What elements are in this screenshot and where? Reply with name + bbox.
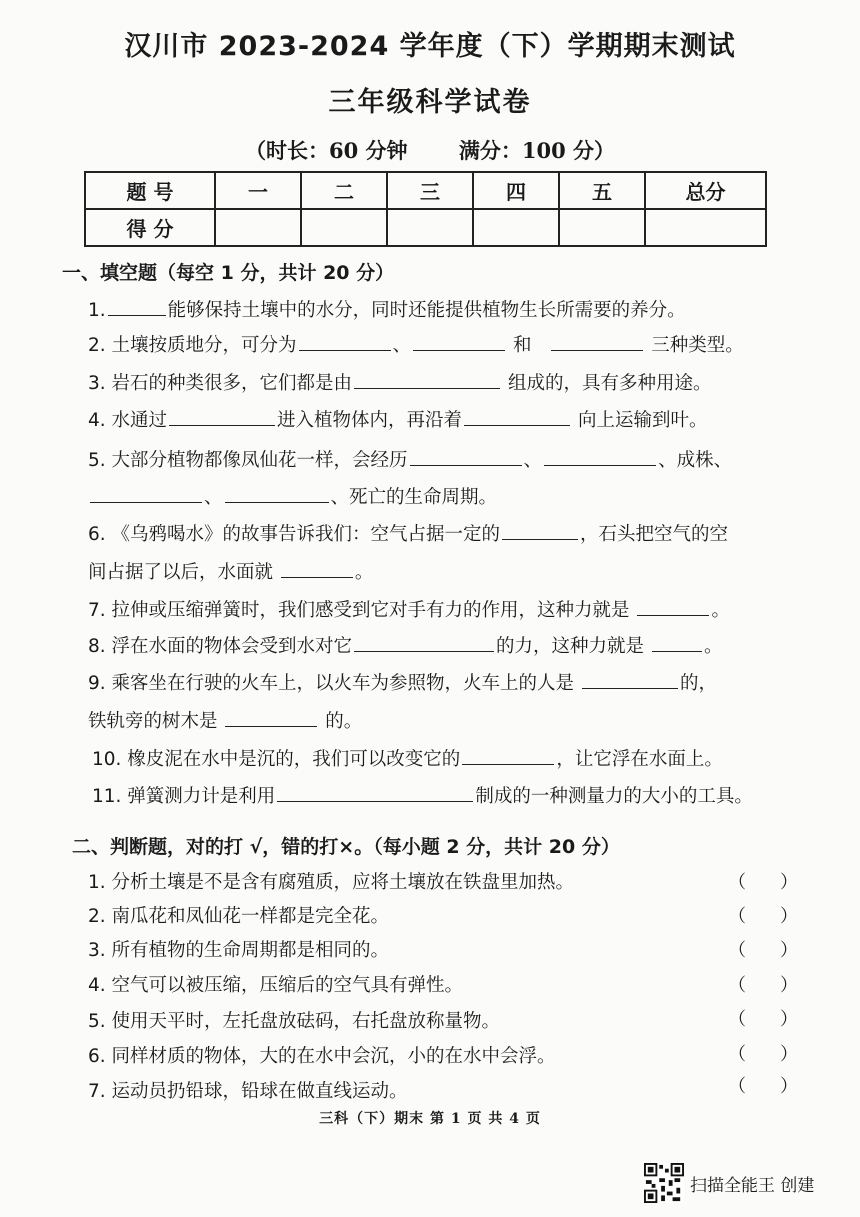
judge-answer-3[interactable]: （ ） xyxy=(728,940,798,961)
score-input-1[interactable] xyxy=(215,209,301,246)
cell-part-1: 一 xyxy=(215,172,301,209)
duration-label: （时长：60 分钟 xyxy=(244,138,408,163)
judge-item-7: 7. 运动员扔铅球，铅球在做直线运动。 xyxy=(88,1081,408,1102)
answer-blank[interactable] xyxy=(281,559,353,578)
answer-blank[interactable] xyxy=(354,370,500,389)
question-11: 11. 弹簧测力计是利用 制成的一种测量力的大小的工具。 xyxy=(92,782,753,808)
answer-blank[interactable] xyxy=(413,332,505,351)
answer-blank[interactable] xyxy=(464,407,570,426)
exam-title: 汉川市 2023-2024 学年度（下）学期期末测试 xyxy=(124,31,736,62)
question-9-line1: 9. 乘客坐在行驶的火车上，以火车为参照物，火车上的人是 的， xyxy=(88,669,717,695)
cell-part-2: 二 xyxy=(301,172,387,209)
question-1: 1. 能够保持土壤中的水分，同时还能提供植物生长所需要的养分。 xyxy=(88,296,686,322)
judge-item-5: 5. 使用天平时，左托盘放砝码，右托盘放称量物。 xyxy=(88,1011,501,1032)
answer-blank[interactable] xyxy=(652,633,702,652)
question-2: 2. 土壤按质地分，可分为 、 和 三种类型。 xyxy=(88,331,744,357)
answer-blank[interactable] xyxy=(462,746,554,765)
answer-blank[interactable] xyxy=(502,521,578,540)
score-table-header-row xyxy=(85,172,766,209)
scanner-watermark-text: 扫描全能王 创建 xyxy=(690,1175,815,1196)
answer-blank[interactable] xyxy=(582,670,678,689)
score-input-5[interactable] xyxy=(559,209,645,246)
answer-blank[interactable] xyxy=(90,484,202,503)
question-3: 3. 岩石的种类很多，它们都是由 组成的，具有多种用途。 xyxy=(88,369,711,395)
exam-meta xyxy=(0,135,860,165)
cell-total: 总分 xyxy=(645,172,766,209)
section2-heading: 二、判断题，对的打 √，错的打×。（每小题 2 分，共计 20 分） xyxy=(72,836,620,858)
cell-question-label: 题 号 xyxy=(85,172,215,209)
judge-answer-7[interactable]: （ ） xyxy=(728,1076,798,1097)
answer-blank[interactable] xyxy=(354,633,494,652)
answer-blank[interactable] xyxy=(108,297,166,316)
judge-item-2: 2. 南瓜花和凤仙花一样都是完全花。 xyxy=(88,906,390,927)
judge-answer-1[interactable]: （ ） xyxy=(728,872,798,893)
score-table xyxy=(84,171,767,247)
answer-blank[interactable] xyxy=(225,708,317,727)
cell-part-4: 四 xyxy=(473,172,559,209)
score-input-2[interactable] xyxy=(301,209,387,246)
page-footer: 三科（下）期末 第 1 页 共 4 页 xyxy=(319,1111,541,1127)
score-input-total[interactable] xyxy=(645,209,766,246)
answer-blank[interactable] xyxy=(544,447,656,466)
judge-item-3: 3. 所有植物的生命周期都是相同的。 xyxy=(88,940,390,961)
scanner-watermark xyxy=(644,1163,814,1203)
judge-item-6: 6. 同样材质的物体，大的在水中会沉，小的在水中会浮。 xyxy=(88,1046,556,1067)
question-9-line2: 铁轨旁的树木是 的。 xyxy=(88,707,362,733)
full-score-label: 满分：100 分） xyxy=(458,138,615,163)
answer-blank[interactable] xyxy=(637,597,709,616)
cell-part-5: 五 xyxy=(559,172,645,209)
judge-answer-6[interactable]: （ ） xyxy=(728,1044,798,1065)
answer-blank[interactable] xyxy=(169,407,275,426)
question-8: 8. 浮在水面的物体会受到水对它 的力，这种力就是 。 xyxy=(88,632,722,658)
cell-part-3: 三 xyxy=(387,172,473,209)
judge-item-4: 4. 空气可以被压缩，压缩后的空气具有弹性。 xyxy=(88,975,464,996)
score-input-3[interactable] xyxy=(387,209,473,246)
question-5-line1: 5. 大部分植物都像凤仙花一样，会经历 、 、成株、 xyxy=(88,446,732,472)
answer-blank[interactable] xyxy=(410,447,522,466)
judge-answer-2[interactable]: （ ） xyxy=(728,906,798,927)
answer-blank[interactable] xyxy=(277,783,473,802)
judge-answer-4[interactable]: （ ） xyxy=(728,975,798,996)
question-4: 4. 水通过 进入植物体内，再沿着 向上运输到叶。 xyxy=(88,406,707,432)
question-6-line2: 间占据了以后，水面就 。 xyxy=(88,558,373,584)
cell-score-label: 得 分 xyxy=(85,209,215,246)
question-6-line1: 6. 《乌鸦喝水》的故事告诉我们：空气占据一定的 ，石头把空气的空 xyxy=(88,520,728,546)
question-5-line2: 、 、死亡的生命周期。 xyxy=(88,483,497,509)
section1-heading: 一、填空题（每空 1 分，共计 20 分） xyxy=(62,262,395,284)
question-10: 10. 橡皮泥在水中是沉的，我们可以改变它的 ，让它浮在水面上。 xyxy=(92,745,723,771)
score-input-4[interactable] xyxy=(473,209,559,246)
judge-answer-5[interactable]: （ ） xyxy=(728,1009,798,1030)
qr-code-icon xyxy=(644,1163,684,1203)
score-table-score-row xyxy=(85,209,766,246)
judge-item-1: 1. 分析土壤是不是含有腐殖质，应将土壤放在铁盘里加热。 xyxy=(88,872,575,893)
answer-blank[interactable] xyxy=(225,484,329,503)
question-7: 7. 拉伸或压缩弹簧时，我们感受到它对手有力的作用，这种力就是 。 xyxy=(88,596,730,622)
answer-blank[interactable] xyxy=(299,332,391,351)
answer-blank[interactable] xyxy=(551,332,643,351)
exam-subtitle: 三年级科学试卷 xyxy=(328,87,532,118)
